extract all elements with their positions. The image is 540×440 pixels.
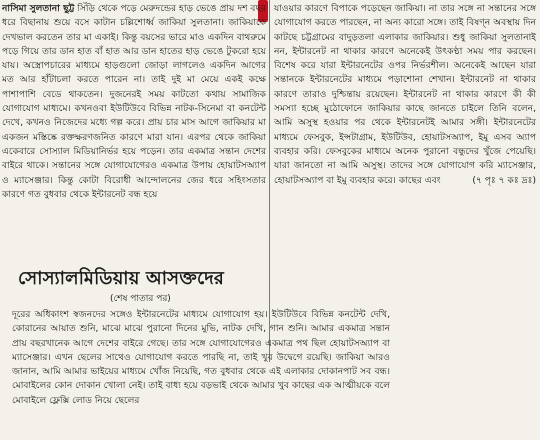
article2-text: দূরের অধিকাংশ স্বজনদের সঙ্গেও ইন্টারনেটের মাধ্যমে যোগাযোগ হয়। ইউটিউবে বিভিন্ন কনটেন্ট দেখি, কোরানের আয়াত শুনি, মাঝে মাঝে পুরানো দিনের মুভি, নাটক দেখি, গান শুনি। আমার একমাত্র সন্তান প্রায় বছরখানেক আগে দেশের বাইরে গেছে। তার সঙ্গে যোগাযোগেরও একমাত্র পথ ছিল হোয়াটসঅ্যাপ বা ম্যাসেঞ্জার। এখন ছেলের সাথেও যোগাযোগ করতে পারছি না, তাই খুব উদ্বেগে রয়েছি। জাকিয়া আরও জানান, আমি আমার ভাইয়ের মাধ্যমে খোঁজ নিয়েছি, গত বুধবার থেকে এই এলাকার দোকানপাট সব বন্ধ। মোবাইলের কোন দোকান খোলা নেই। তাই বাধ্য হয়ে বড়ভাই থেকে আমার খুব কাছের এক আত্মীয়কে বলে মোবাইলে ফ্লেক্সি লোড নিয়ে ছেলের [12, 310, 390, 406]
continuation-note: (৭ পৃঃ ৭ কঃ দ্রঃ) [472, 175, 536, 186]
article2-headline-block [0, 262, 268, 308]
left-column-text: সিঁড়ি থেকে পড়ে মেরুদন্ডের হাড় ভেঙে প্রায় দশ বছর ধরে বিছানায় শুয়ে বসে কাটান চল্লিশোর্ধ্ব জাকিয়া সুলতানা। জাকিয়াকে দেখভাল করতেন তার মা একাই। কিন্তু বয়সের ভারে মাও একদিন বাথরুমে পড়ে গিয়ে তার ডান হাত বাঁ হাত আর ডান হাতের হাড় ভেঙে টুকরো হয়ে যায়। অস্ত্রোপচারের মাধ্যমে হাড়গুলো জোড়া লাগলেও একদিন আগের মত আর হাঁটাচলা করতে পারেন না। তাই দুই মা মেয়ে একই কক্ষে পাশাপাশি বেডে থাকতেন। দুজনেরই সময় কাটতো কথায় সামাজিক যোগাযোগ মাধ্যমে। কখনওবা ইউটিউবে বিভিন্ন নাটক-সিনেমা বা কনটেন্ট দেখে, কখনও নিজেদের মধ্যে গল্প করে। প্রায় চার মাস আগে জাকিয়ার মা একজন মস্তিষ্কে রক্তক্ষরণজনিত কারণে মারা যান। এরপর থেকে জাকিয়া একেবারে সোস্যাল মিডিয়ানির্ভর হয়ে পড়েন। তার একমাত্র সন্তান দেশের বাইরে থাকে। সন্তানের সঙ্গে যোগাযোগেরও একমাত্র উপায় হোয়াটসঅ্যাপ ও ম্যাসেঞ্জার। কিন্তু কোটা বিরোধী আন্দোলনের জের ধরে সহিংসতার কারণে গত বুধবার থেকে ইন্টারনেট বন্ধ হয়ে [2, 4, 266, 200]
article2-headline: সোস্যালমিডিয়ায় আসক্তদের [18, 268, 224, 289]
byline: নাসিমা সুলতানা ছুট্ট [2, 4, 75, 14]
article2-subhead: (শেষ পাতার পর) [110, 294, 171, 304]
left-column [2, 2, 266, 258]
article2-body [12, 308, 390, 440]
right-column [274, 2, 536, 358]
right-column-text: যাওয়ার কারণে বিপাকে পড়েছেন জাকিয়া। না তার সঙ্গে না সন্তানের সঙ্গে যোগাযোগ করতে পারছেন, না অন্য কারো সঙ্গে। তাই বিষণ্ন অবস্থায় দিন কাটছে চট্টগ্রামের বাদুড়তলা এলাকার জাকিয়ার। শুধু জাকিয়া সুলতানাই নন, ইন্টারনেট না থাকার কারণে অনেকেই উৎকণ্ঠা সময় পার করছেন। বিশেষ করে যারা ইন্টারনেটের ওপর নির্ভরশীল। অনেকেই আছেন যারা সন্তানকে ইন্টারনেটের মাধ্যমে পড়াশোনা শেখান। ইন্টারনেট না থাকার কারণে তারাও দুশ্চিন্তায় রয়েছেন। ইন্টারনেট না থাকার কারণে কী কী সমস্যা হচ্ছে মুঠোফোনে জাকিয়ার কাছে জানতে চাইলে তিনি বলেন, আমি অসুস্থ হওয়ার পর থেকে ইন্টারনেটই আমার সঙ্গী। ইন্টারনেটের মাধ্যমে ফেসবুক, ইন্সটাগ্রাম, ইউটিউব, হোয়াটসঅ্যাপ, ইমু এসব অ্যাপ ব্যবহার করি। ফেসবুকের মাধ্যমে অনেক পুরানো বন্ধুদের খুঁজে পেয়েছি। যারা জানতো না আমি অসুস্থ। তাদের সঙ্গে যোগাযোগ করি ম্যাসেঞ্জার, হোয়াটসঅ্যাপ বা ইমু ব্যবহার করে। কাছের এবং [274, 4, 536, 186]
